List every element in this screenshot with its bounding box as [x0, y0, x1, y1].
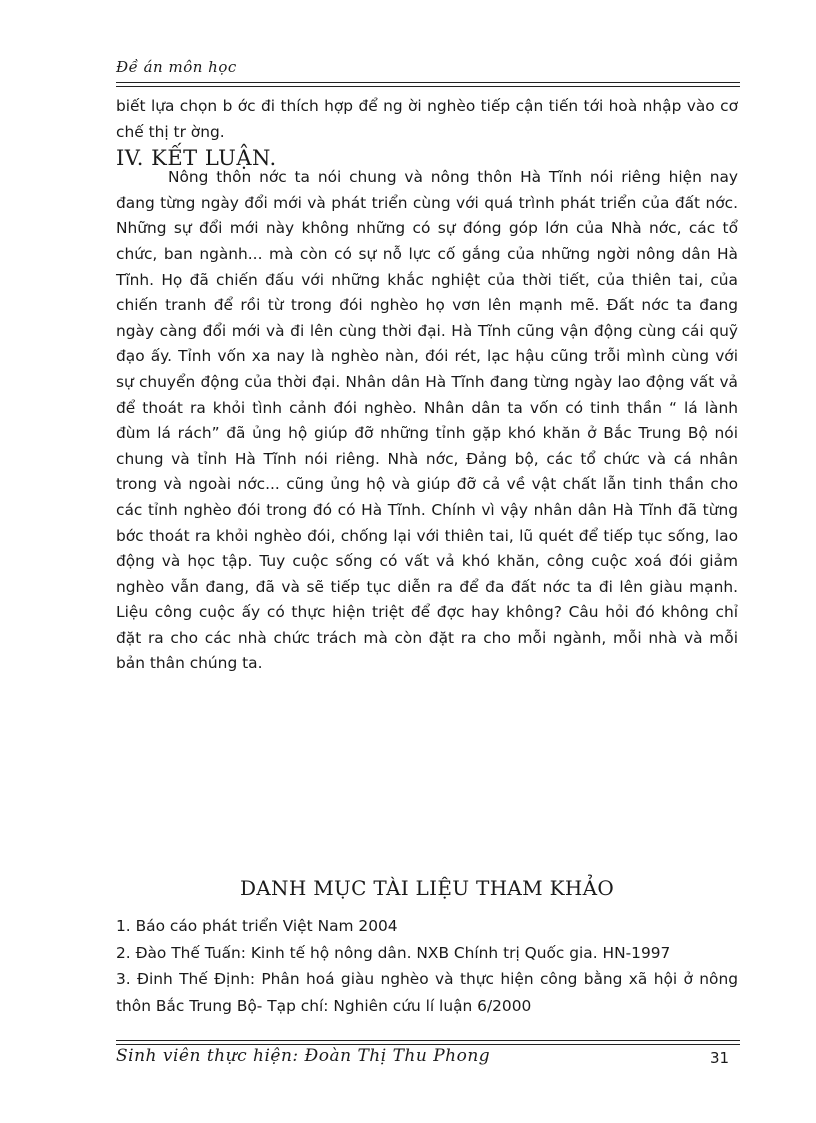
conclusion-paragraph: Nông thôn nớc ta nói chung và nông thôn Hà Tĩnh nói riêng hiện nay đang từng ngày đổi mới và phát triển cùng với quá trình phát triển của đất nớc. Những sự đổi mới này không những có sự đóng góp lớn của Nhà nớc, các tổ chức, ban ngành... mà còn có sự nỗ lực cố gắng của những ngời nông dân Hà Tĩnh. Họ đã chiến đấu với những khắc nghiệt của thời tiết, của thiên tai, của chiến tranh để rồi từ trong đói nghèo họ vơn lên mạnh mẽ. Đất nớc ta đang ngày càng đổi mới và đi lên cùng thời đại. Hà Tĩnh cũng vận động cùng cái quỹ đạo ấy. Tỉnh vốn xa nay là nghèo nàn, đói rét, lạc hậu cũng trỗi mình cùng với sự chuyển động của thời đại. Nhân dân Hà Tĩnh đang từng ngày lao động vất vả để thoát ra khỏi tình cảnh đói nghèo. Nhân dân ta vốn có tinh thần “ lá lành đùm lá rách” đã ủng hộ giúp đỡ những tỉnh gặp khó khăn ở Bắc Trung Bộ nói chung và tỉnh Hà Tĩnh nói riêng. Nhà nớc, Đảng bộ, các tổ chức và cá nhân trong và ngoài nớc... cũng ủng hộ và giúp đỡ cả về vật chất lẫn tinh thần cho các tỉnh nghèo đói trong đó có Hà Tĩnh. Chính vì vậy nhân dân Hà Tĩnh đã từng bớc thoát ra khỏi nghèo đói, chống lại với thiên tai, lũ quét để tiếp tục sống, lao động và học tập. Tuy cuộc sống có vất vả khó khăn, công cuộc xoá đói giảm nghèo vẫn đang, đã và sẽ tiếp tục diễn ra để đa đất nớc ta đi lên giàu mạnh. Liệu công cuộc ấy có thực hiện triệt để đợc hay không? Câu hỏi đó không chỉ đặt ra cho các nhà chức trách mà còn đặt ra cho mỗi ngành, mỗi nhà và mỗi bản thân chúng ta. — [116, 168, 738, 673]
references-list — [116, 913, 738, 1019]
reference-item: 3. Đinh Thế Định: Phân hoá giàu nghèo và thực hiện công bằng xã hội ở nông thôn Bắc Trung Bộ- Tạp chí: Nghiên cứu lí luận 6/2000 — [116, 970, 738, 1015]
continuation-paragraph: biết lựa chọn b ớc đi thích hợp để ng ời nghèo tiếp cận tiến tới hoà nhập vào cơ chế thị tr ờng. — [116, 97, 738, 141]
header-title: Đề án môn học — [116, 58, 237, 76]
header-divider — [116, 82, 740, 83]
main-content — [116, 94, 738, 677]
footer-divider-secondary — [116, 1044, 740, 1045]
reference-item: 1. Báo cáo phát triển Việt Nam 2004 — [116, 917, 398, 935]
references-title: DANH MỤC TÀI LIỆU THAM KHẢO — [239, 876, 615, 900]
reference-item: 2. Đào Thế Tuấn: Kinh tế hộ nông dân. NXB Chính trị Quốc gia. HN-1997 — [116, 943, 671, 962]
page-number: 31 — [710, 1049, 730, 1067]
footer-divider — [116, 1040, 740, 1041]
header-divider-secondary — [116, 86, 740, 87]
footer-author: Sinh viên thực hiện: Đoàn Thị Thu Phong — [116, 1046, 491, 1066]
section-heading: IV. KẾT LUẬN. — [116, 146, 277, 171]
